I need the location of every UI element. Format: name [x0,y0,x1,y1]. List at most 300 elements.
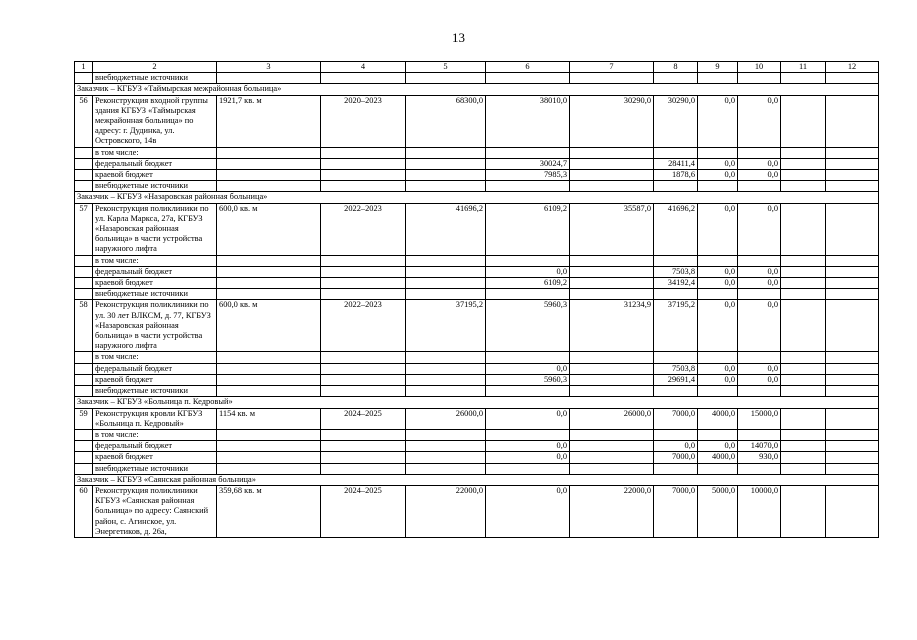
empty-cell [217,170,321,181]
value-c11 [781,408,826,429]
value-c6 [486,429,570,440]
num-cell [75,170,93,181]
empty-cell [406,266,486,277]
value-c10: 15000,0 [738,408,781,429]
funding-label: внебюджетные источники [93,386,217,397]
value-c9: 0,0 [698,203,738,255]
value-c9 [698,429,738,440]
empty-cell [698,73,738,84]
empty-cell [217,429,321,440]
funding-label: краевой бюджет [93,278,217,289]
value-c10: 0,0 [738,300,781,352]
funding-source-row [75,452,879,463]
empty-cell [321,255,406,266]
empty-cell [570,363,654,374]
value-c10: 0,0 [738,95,781,147]
value-c6: 30024,7 [486,158,570,169]
empty-cell [570,73,654,84]
value-c10: 930,0 [738,452,781,463]
value-c6: 38010,0 [486,95,570,147]
value-c10 [738,463,781,474]
value-c10: 0,0 [738,170,781,181]
empty-cell [781,289,826,300]
header-cell: 8 [654,62,698,73]
num-cell [75,363,93,374]
empty-cell [321,429,406,440]
funding-source-row [75,386,879,397]
value-c5: 22000,0 [406,485,486,537]
funding-label: краевой бюджет [93,170,217,181]
num-cell [75,147,93,158]
value-c8 [654,463,698,474]
project-row [75,300,879,352]
funding-source-row [75,463,879,474]
empty-cell [826,374,879,385]
value-c8: 7503,8 [654,363,698,374]
empty-cell [217,463,321,474]
financing-table [74,61,879,538]
empty-cell [217,255,321,266]
empty-cell [321,289,406,300]
empty-cell [781,386,826,397]
empty-cell [570,158,654,169]
page-number: 13 [452,30,465,45]
empty-cell [217,386,321,397]
value-c9 [698,463,738,474]
empty-cell [406,374,486,385]
table-row [75,73,879,84]
header-row [75,62,879,73]
empty-cell [217,289,321,300]
funding-source-row [75,147,879,158]
header-cell: 10 [738,62,781,73]
value-c9: 0,0 [698,300,738,352]
num-cell [75,441,93,452]
empty-cell [654,73,698,84]
value-c9: 5000,0 [698,485,738,537]
empty-cell [321,363,406,374]
empty-cell [826,147,879,158]
project-number: 58 [75,300,93,352]
num-cell [75,463,93,474]
value-c7: 31234,9 [570,300,654,352]
header-cell: 1 [75,62,93,73]
empty-cell [570,278,654,289]
funding-source-row [75,181,879,192]
empty-cell [406,181,486,192]
funding-source-row [75,352,879,363]
header-cell: 11 [781,62,826,73]
value-c9 [698,147,738,158]
empty-cell [217,374,321,385]
empty-cell [321,170,406,181]
funding-source-row [75,374,879,385]
value-c10 [738,386,781,397]
value-c9: 0,0 [698,363,738,374]
empty-cell [217,363,321,374]
empty-cell [570,429,654,440]
empty-cell [217,266,321,277]
empty-cell [406,147,486,158]
value-c5: 41696,2 [406,203,486,255]
empty-cell [406,289,486,300]
empty-cell [406,158,486,169]
project-row [75,485,879,537]
empty-cell [826,73,879,84]
project-number: 60 [75,485,93,537]
value-c12 [826,95,879,147]
value-c6 [486,386,570,397]
value-c7: 26000,0 [570,408,654,429]
value-c6: 0,0 [486,266,570,277]
empty-cell [781,278,826,289]
empty-cell [406,441,486,452]
empty-cell [406,352,486,363]
value-c6 [486,289,570,300]
empty-cell [781,170,826,181]
funding-source-row [75,255,879,266]
value-c10: 10000,0 [738,485,781,537]
value-c8 [654,352,698,363]
value-c6: 5960,3 [486,300,570,352]
empty-cell [217,441,321,452]
value-c8: 28411,4 [654,158,698,169]
num-cell [75,158,93,169]
empty-cell [826,289,879,300]
empty-cell [781,374,826,385]
value-c8: 7000,0 [654,408,698,429]
empty-cell [826,278,879,289]
empty-cell [570,386,654,397]
header-cell: 7 [570,62,654,73]
empty-cell [826,266,879,277]
funding-label: в том числе: [93,352,217,363]
project-number: 57 [75,203,93,255]
empty-cell [321,278,406,289]
value-c8 [654,429,698,440]
empty-cell [321,441,406,452]
empty-cell [217,352,321,363]
empty-cell [781,452,826,463]
project-name: Реконструкция поликлиники КГБУЗ «Саянская районная больница» по адресу: Саянский район, с. Агинское, ул. Энергетиков, д. 26а, [93,485,217,537]
num-cell [75,352,93,363]
funding-source-row [75,289,879,300]
num-cell [75,181,93,192]
value-c9 [698,386,738,397]
section-title: Заказчик – КГБУЗ «Назаровская районная больница» [75,192,879,203]
header-cell: 9 [698,62,738,73]
empty-cell [321,352,406,363]
empty-cell [321,158,406,169]
funding-source-row [75,363,879,374]
header-cell: 6 [486,62,570,73]
value-c7: 35587,0 [570,203,654,255]
value-c8: 1878,6 [654,170,698,181]
funding-source-row [75,441,879,452]
empty-cell [826,386,879,397]
empty-cell [781,181,826,192]
value-c10: 0,0 [738,363,781,374]
section-title: Заказчик – КГБУЗ «Больница п. Кедровый» [75,397,879,408]
header-cell: 3 [217,62,321,73]
empty-cell [570,170,654,181]
section-row [75,192,879,203]
empty-cell [570,374,654,385]
value-c10: 0,0 [738,266,781,277]
empty-cell [826,170,879,181]
value-c10 [738,352,781,363]
value-c9: 0,0 [698,374,738,385]
empty-cell [321,266,406,277]
value-c10: 0,0 [738,278,781,289]
value-c6 [486,181,570,192]
empty-cell [826,363,879,374]
value-c7: 22000,0 [570,485,654,537]
funding-label: краевой бюджет [93,374,217,385]
empty-cell [217,147,321,158]
value-c6: 7985,3 [486,170,570,181]
num-cell [75,278,93,289]
value-c10 [738,429,781,440]
value-c6: 0,0 [486,408,570,429]
empty-cell [217,73,321,84]
empty-cell [406,255,486,266]
empty-cell [781,363,826,374]
value-c10 [738,289,781,300]
value-c6 [486,255,570,266]
project-period: 2022–2023 [321,300,406,352]
header-cell: 12 [826,62,879,73]
empty-cell [781,429,826,440]
project-capacity: 600,0 кв. м [217,203,321,255]
value-c11 [781,485,826,537]
empty-cell [406,363,486,374]
empty-cell [826,452,879,463]
section-row [75,397,879,408]
empty-cell [781,255,826,266]
value-c8: 37195,2 [654,300,698,352]
value-c8 [654,289,698,300]
funding-source-row [75,266,879,277]
value-c8: 7000,0 [654,452,698,463]
project-period: 2024–2025 [321,408,406,429]
value-c8 [654,255,698,266]
funding-label: внебюджетные источники [93,181,217,192]
value-c7: 30290,0 [570,95,654,147]
empty-cell [321,452,406,463]
value-c10: 0,0 [738,203,781,255]
value-c12 [826,203,879,255]
value-c8: 30290,0 [654,95,698,147]
value-c6 [486,352,570,363]
empty-cell [826,352,879,363]
empty-cell [406,73,486,84]
header-cell: 4 [321,62,406,73]
project-row [75,203,879,255]
value-c8: 7000,0 [654,485,698,537]
empty-cell [217,278,321,289]
value-c6 [486,147,570,158]
value-c6: 6109,2 [486,203,570,255]
empty-cell [781,158,826,169]
empty-cell [570,352,654,363]
value-c12 [826,485,879,537]
empty-cell [217,452,321,463]
empty-cell [570,463,654,474]
funding-label: федеральный бюджет [93,441,217,452]
empty-cell [738,73,781,84]
empty-cell [570,441,654,452]
value-c12 [826,300,879,352]
empty-cell [570,147,654,158]
empty-cell [826,181,879,192]
empty-cell [570,181,654,192]
project-row [75,408,879,429]
value-c9: 0,0 [698,441,738,452]
value-c8 [654,147,698,158]
num-cell [75,73,93,84]
empty-cell [781,266,826,277]
value-c12 [826,408,879,429]
empty-cell [321,147,406,158]
project-period: 2024–2025 [321,485,406,537]
value-c6 [486,463,570,474]
value-c9 [698,289,738,300]
empty-cell [406,278,486,289]
section-title: Заказчик – КГБУЗ «Таймырская межрайонная больница» [75,84,879,95]
empty-cell [570,452,654,463]
project-name: Реконструкция поликлиники по ул. 30 лет ВЛКСМ, д. 77, КГБУЗ «Назаровская районная больница» в части устройства наружного лифта [93,300,217,352]
section-row [75,474,879,485]
value-c8: 41696,2 [654,203,698,255]
funding-source-row [75,158,879,169]
value-c8: 0,0 [654,441,698,452]
value-c10: 14070,0 [738,441,781,452]
project-period: 2020–2023 [321,95,406,147]
value-c6: 0,0 [486,363,570,374]
empty-cell [217,181,321,192]
project-capacity: 359,68 кв. м [217,485,321,537]
value-c9: 0,0 [698,278,738,289]
funding-label: внебюджетные источники [93,463,217,474]
empty-cell [321,386,406,397]
empty-cell [486,73,570,84]
num-cell [75,266,93,277]
value-c6: 0,0 [486,452,570,463]
value-c11 [781,203,826,255]
empty-cell [406,170,486,181]
funding-source-row [75,278,879,289]
value-c6: 0,0 [486,441,570,452]
value-c5: 68300,0 [406,95,486,147]
funding-label: федеральный бюджет [93,158,217,169]
value-c5: 26000,0 [406,408,486,429]
num-cell [75,255,93,266]
empty-cell [217,158,321,169]
value-c10 [738,181,781,192]
value-c9: 4000,0 [698,408,738,429]
empty-cell [321,73,406,84]
value-c10: 0,0 [738,374,781,385]
empty-cell [321,181,406,192]
project-capacity: 1921,7 кв. м [217,95,321,147]
empty-cell [570,266,654,277]
empty-cell [570,289,654,300]
funding-label: федеральный бюджет [93,266,217,277]
value-c8 [654,386,698,397]
project-name: Реконструкция поликлиники по ул. Карла Маркса, 27а, КГБУЗ «Назаровская районная больница» в части устройства наружного лифта [93,203,217,255]
empty-cell [826,429,879,440]
empty-cell [406,463,486,474]
value-c8: 34192,4 [654,278,698,289]
value-c8: 29691,4 [654,374,698,385]
empty-cell [321,374,406,385]
project-name: Реконструкция входной группы здания КГБУЗ «Таймырская межрайонная больница» по адресу: г. Дудинка, ул. Островского, 14в [93,95,217,147]
value-c9: 0,0 [698,95,738,147]
funding-label: федеральный бюджет [93,363,217,374]
value-c6: 0,0 [486,485,570,537]
value-c10 [738,255,781,266]
project-number: 56 [75,95,93,147]
project-period: 2022–2023 [321,203,406,255]
empty-cell [781,73,826,84]
value-c9 [698,255,738,266]
section-title: Заказчик – КГБУЗ «Саянская районная больница» [75,474,879,485]
funding-label: в том числе: [93,147,217,158]
project-row [75,95,879,147]
value-c11 [781,300,826,352]
empty-cell [826,255,879,266]
empty-cell [826,441,879,452]
section-row [75,84,879,95]
value-c6: 6109,2 [486,278,570,289]
funding-source-row [75,170,879,181]
value-c8: 7503,8 [654,266,698,277]
value-c9: 0,0 [698,266,738,277]
num-cell [75,452,93,463]
header-cell: 2 [93,62,217,73]
empty-cell [826,158,879,169]
funding-label: внебюджетные источники [93,289,217,300]
value-c9 [698,352,738,363]
empty-cell [406,429,486,440]
empty-cell [826,463,879,474]
project-name: Реконструкция кровли КГБУЗ «Больница п. Кедровый» [93,408,217,429]
value-c6: 5960,3 [486,374,570,385]
funding-label: краевой бюджет [93,452,217,463]
table-body [75,62,879,538]
value-c9: 4000,0 [698,452,738,463]
project-capacity: 600,0 кв. м [217,300,321,352]
num-cell [75,386,93,397]
empty-cell [781,463,826,474]
empty-cell [781,352,826,363]
value-c11 [781,95,826,147]
value-c9 [698,181,738,192]
empty-cell [570,255,654,266]
num-cell [75,429,93,440]
row-label: внебюджетные источники [93,73,217,84]
num-cell [75,289,93,300]
empty-cell [781,441,826,452]
value-c5: 37195,2 [406,300,486,352]
value-c10 [738,147,781,158]
empty-cell [406,452,486,463]
empty-cell [406,386,486,397]
value-c9: 0,0 [698,158,738,169]
value-c9: 0,0 [698,170,738,181]
header-cell: 5 [406,62,486,73]
